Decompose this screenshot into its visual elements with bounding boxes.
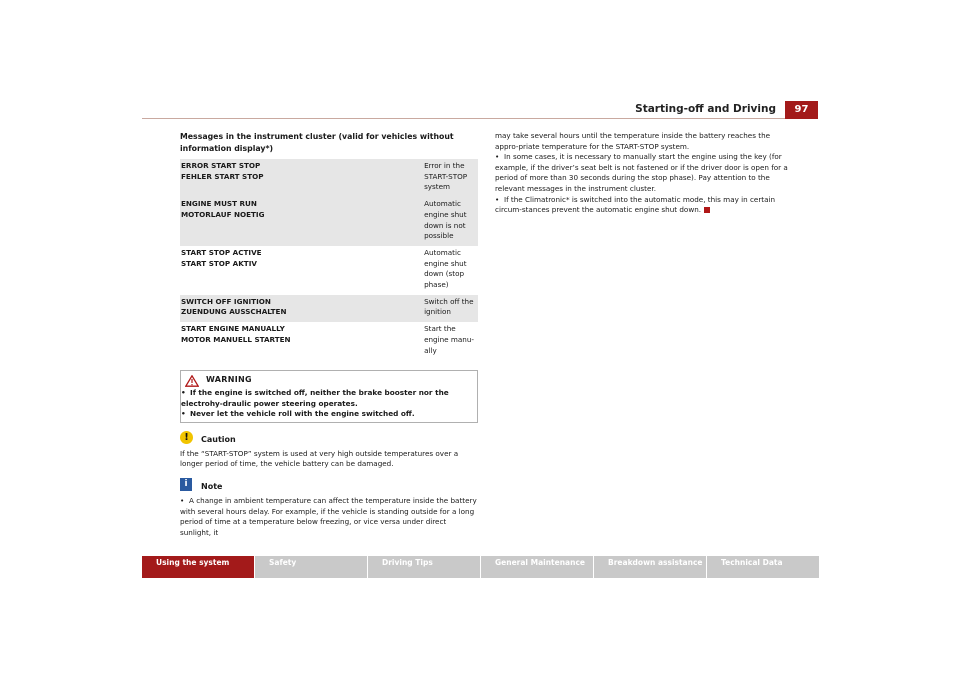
message-description: Start the engine manu-ally — [424, 324, 474, 355]
messages-table — [180, 159, 478, 360]
tab-driving-tips[interactable]: Driving Tips — [368, 556, 480, 578]
message-code-en: START ENGINE MANUALLY — [181, 324, 285, 334]
message-code — [180, 322, 422, 360]
warning-header — [181, 374, 475, 388]
message-code-de: ZUENDUNG AUSSCHALTEN — [181, 307, 287, 317]
caution-icon: ! — [180, 431, 193, 444]
message-code — [180, 197, 422, 246]
footer-nav — [142, 556, 820, 578]
caution-title: Caution — [201, 434, 236, 444]
note-item: • If the Climatronic* is switched into the automatic mode, this may in certain circum-stances prevent the automatic engine shut down. — [495, 194, 776, 215]
message-code — [180, 295, 422, 322]
warning-item: • If the engine is switched off, neither the brake booster nor the electrohy-draulic power steering operates. — [181, 388, 449, 408]
warning-triangle-icon — [185, 375, 199, 387]
warning-title: WARNING — [206, 375, 252, 385]
tab-safety[interactable]: Safety — [255, 556, 367, 578]
table-heading: Messages in the instrument cluster (valid for vehicles without information display*) — [180, 132, 454, 153]
message-description: Error in the START-STOP system — [422, 159, 478, 197]
bullet-icon: • — [181, 388, 186, 398]
message-code-de: MOTORLAUF NOETIG — [181, 209, 265, 219]
message-description: Automatic engine shut down is not possible — [422, 197, 478, 246]
tab-using-the-system[interactable]: Using the system — [142, 556, 254, 578]
table-row — [180, 197, 478, 246]
right-column — [495, 131, 795, 216]
table-row — [180, 295, 478, 322]
table-row — [180, 322, 478, 360]
message-code-en: SWITCH OFF IGNITION — [181, 296, 271, 306]
bullet-icon: • — [495, 194, 500, 204]
header-rule — [142, 118, 818, 119]
note-item: • In some cases, it is necessary to manually start the engine using the key (for example, if the driver’s seat belt is not fastened or if the driver door is open for a period of more than 30 seconds during the stop phase). Pay attention to the relevant messages in the instrument cluster. — [495, 152, 788, 193]
note-title: Note — [201, 481, 223, 491]
message-code — [180, 246, 422, 295]
section-end-icon — [704, 207, 710, 213]
page-number: 97 — [785, 101, 818, 119]
caution-text: If the “START-STOP” system is used at very high outside temperatures over a longer period of time, the vehicle battery can be damaged. — [180, 448, 459, 469]
message-description: Switch off the ignition — [422, 295, 478, 322]
warning-box — [180, 370, 478, 423]
message-code-de: MOTOR MANUELL STARTEN — [181, 334, 291, 344]
caution-header — [180, 431, 478, 449]
tab-technical-data[interactable]: Technical Data — [707, 556, 819, 578]
message-code-en: ENGINE MUST RUN — [181, 199, 257, 209]
note-header — [180, 478, 478, 496]
bullet-icon: • — [180, 495, 185, 505]
message-code — [180, 159, 422, 197]
message-code-en: ERROR START STOP — [181, 161, 261, 170]
message-code-de: START STOP AKTIV — [181, 258, 257, 268]
message-code-en: START STOP ACTIVE — [181, 247, 262, 257]
left-column — [180, 131, 478, 538]
message-code-de: FEHLER START STOP — [181, 171, 264, 181]
bullet-icon: • — [495, 152, 500, 162]
tab-breakdown-assistance[interactable]: Breakdown assistance — [594, 556, 706, 578]
warning-item: • Never let the vehicle roll with the engine switched off. — [181, 409, 415, 419]
info-icon: i — [180, 478, 192, 491]
chapter-title: Starting-off and Driving — [635, 103, 776, 115]
tab-general-maintenance[interactable]: General Maintenance — [481, 556, 593, 578]
note-continuation: may take several hours until the temperature inside the battery reaches the appro-priate temperature for the START-STOP system. — [495, 131, 771, 151]
table-row — [180, 246, 478, 295]
bullet-icon: • — [181, 409, 186, 419]
note-item: • A change in ambient temperature can affect the temperature inside the battery with several hours delay. For example, if the vehicle is standing outside for a long period of time at a temperature below freezing, or vice versa under direct sunlight, it — [180, 495, 477, 537]
table-row — [180, 159, 478, 197]
message-description: Automatic engine shut down (stop phase) — [424, 247, 467, 290]
